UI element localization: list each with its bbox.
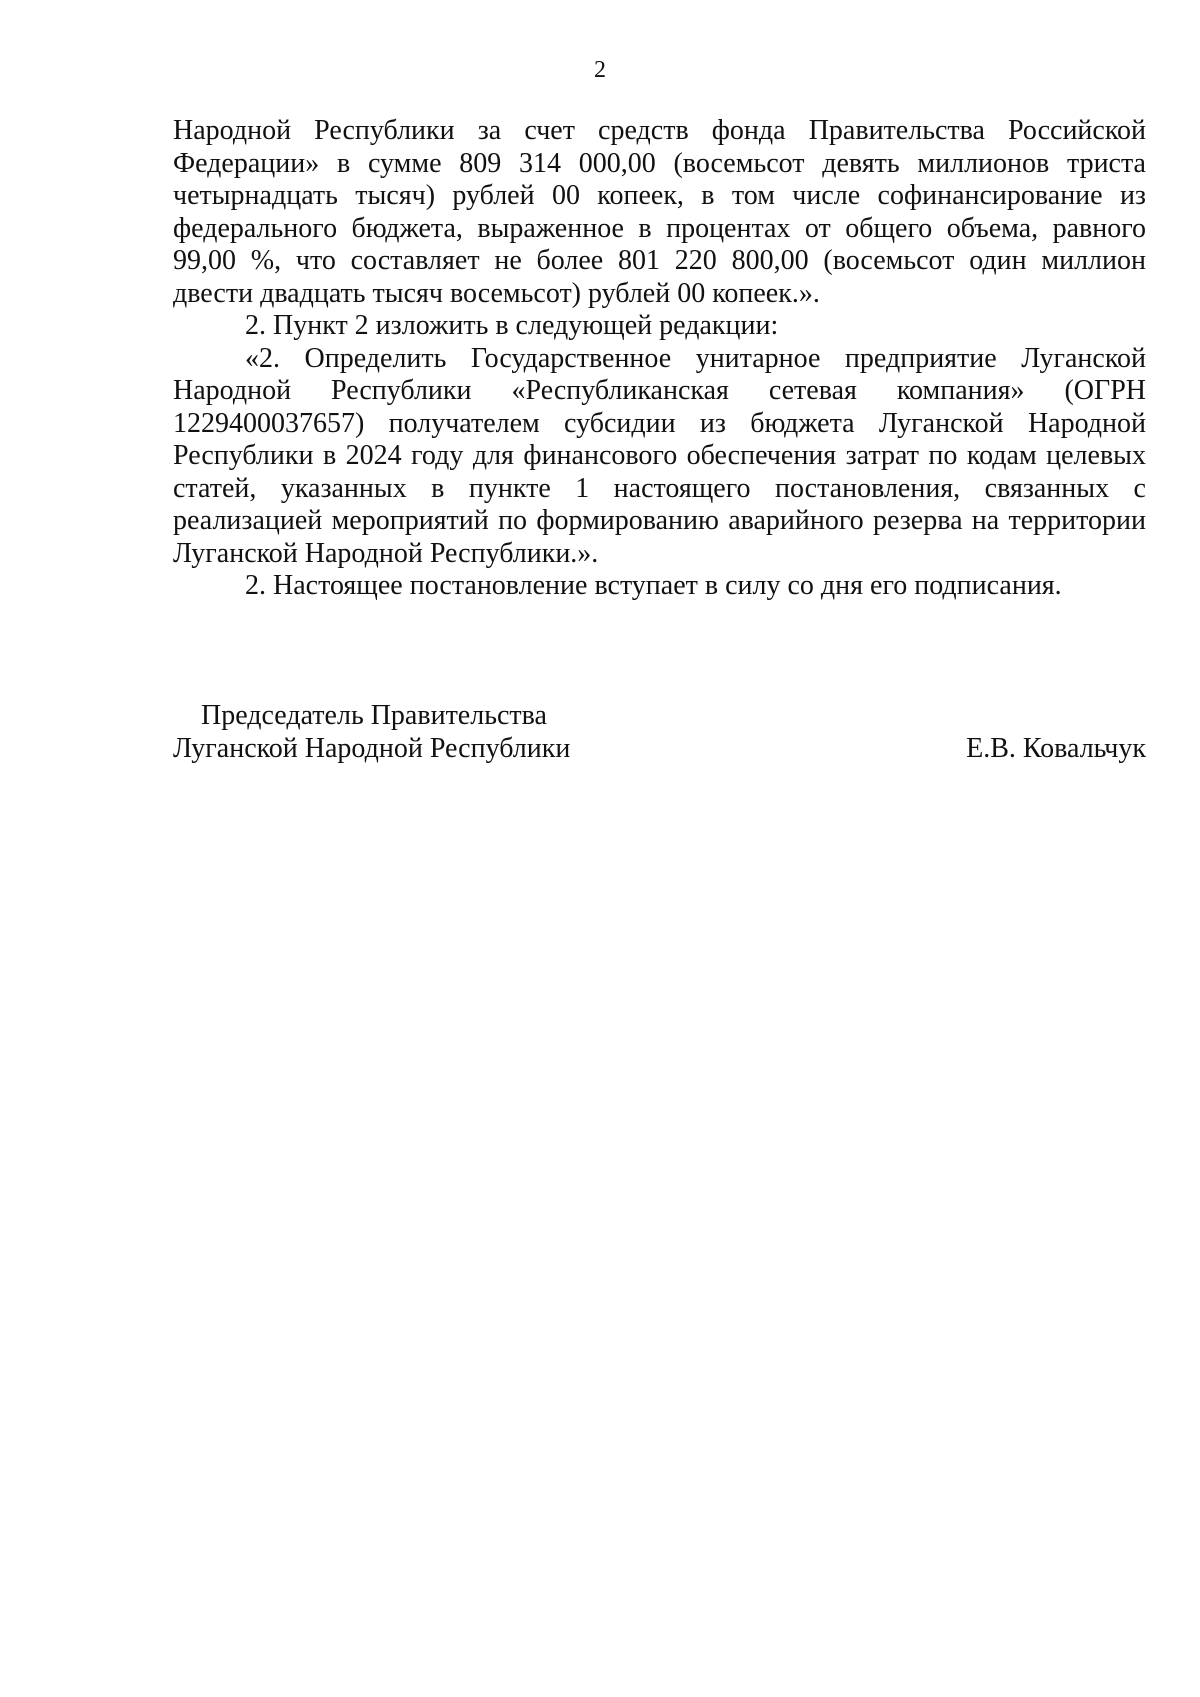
paragraph-point-2-text: «2. Определить Государственное унитарное предприятие Луганской Народной Республики «Республиканская сетевая компания» (ОГРН 1229400037657) получателем субсидии из бюджета Луганской Народной Республики в 2024 году для финансового обеспечения затрат по кодам целевых статей, указанных в пункте 1 настоящего постановления, связанных с реализацией мероприятий по формированию аварийного резерва на территории Луганской Народной Республики.».: [173, 342, 1146, 569]
document-body: [173, 115, 1146, 603]
signatory-title-line-1: Председатель Правительства: [201, 700, 547, 731]
signatory-name: Е.В. Ковальчук: [966, 732, 1146, 764]
signature-row: [173, 733, 1146, 766]
paragraph-point-2-intro: 2. Пункт 2 изложить в следующей редакции:: [245, 310, 779, 341]
paragraph-amount-continuation: Народной Республики за счет средств фонда Правительства Российской Федерации» в сумме 809 314 000,00 (восемьсот девять миллионов триста четырнадцать тысяч) рублей 00 копеек, в том числе софинансирование из федерального бюджета, выраженное в процентах от общего объема, равного 99,00 %, что составляет не более 801 220 800,00 (восемьсот один миллион двести двадцать тысяч восемьсот) рублей 00 копеек.».: [173, 115, 1146, 309]
paragraph-effective-date: 2. Настоящее постановление вступает в силу со дня его подписания.: [245, 570, 1062, 601]
signature-block: [173, 700, 1146, 765]
page-number: 2: [594, 57, 606, 83]
signatory-title-line-2: Луганской Народной Республики: [173, 732, 571, 764]
